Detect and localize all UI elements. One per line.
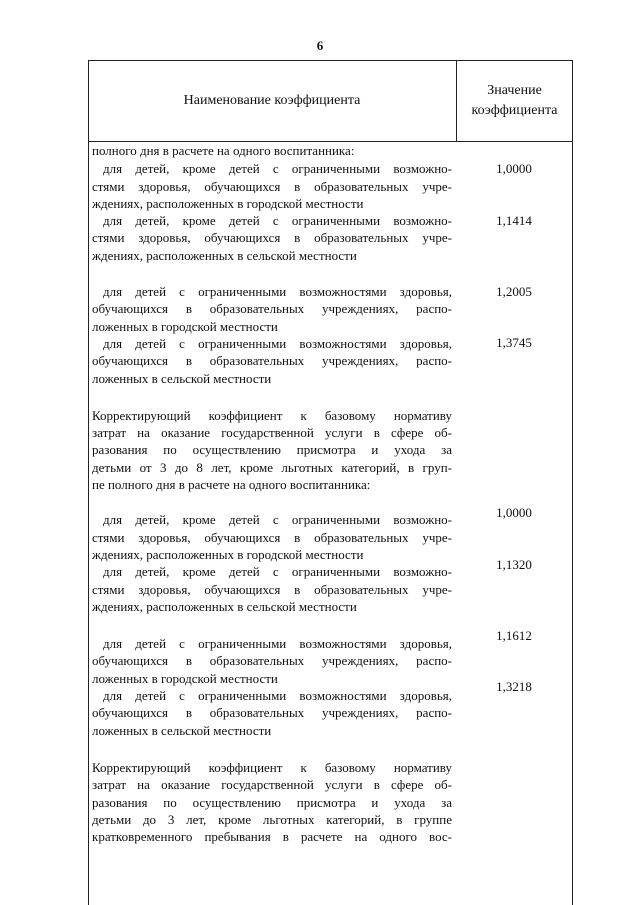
row2-line2: стями здоровья, обучающихся в образовательных учре- — [92, 230, 452, 246]
row2-value: 1,1414 — [496, 213, 532, 228]
s2-row4-value: 1,3218 — [496, 679, 532, 694]
row3-line2: обучающихся в образовательных учреждениях, распо- — [92, 301, 452, 317]
row4-value: 1,3745 — [496, 335, 532, 350]
s2-row2-value: 1,1320 — [496, 557, 532, 572]
s2-row3-line2: обучающихся в образовательных учреждениях, распо- — [92, 653, 452, 669]
s2-row1-value: 1,0000 — [496, 505, 532, 520]
s2-row3-line1: для детей с ограниченными возможностями здоровья, — [103, 636, 452, 652]
row4-line1: для детей с ограниченными возможностями здоровья, — [103, 335, 452, 351]
s2-row3-line3: ложенных в городской местности — [92, 670, 278, 686]
s2-row1-line1: для детей, кроме детей с ограниченными возможно- — [103, 512, 452, 528]
row4-line3: ложенных в сельской местности — [92, 370, 272, 386]
section3-line1: Корректирующий коэффициент к базовому нормативу — [92, 759, 452, 775]
column-header-name — [88, 60, 456, 141]
s2-row4-line2: обучающихся в образовательных учреждениях, распо- — [92, 705, 452, 721]
row3-line1: для детей с ограниченными возможностями здоровья, — [103, 284, 452, 300]
intro-line: полного дня в расчете на одного воспитанника: — [92, 143, 355, 158]
row1-value: 1,0000 — [496, 161, 532, 176]
s2-row4-line3: ложенных в сельской местности — [92, 722, 272, 738]
section3-line2: затрат на оказание государственной услуги в сфере об- — [92, 777, 452, 793]
section2-line3: разования по осуществлению присмотра и ухода за — [92, 442, 452, 458]
row2-line3: ждениях, расположенных в сельской местности — [92, 247, 357, 263]
table-body-text — [92, 142, 452, 845]
page-number: 6 — [316, 38, 324, 53]
s2-row3-value: 1,1612 — [496, 628, 532, 643]
table-border-left — [88, 60, 89, 905]
s2-row2-line3: ждениях, расположенных в сельской местности — [92, 598, 357, 614]
section2-line4: детьми от 3 до 8 лет, кроме льготных категорий, в груп- — [92, 459, 452, 475]
column-header-value-line2: коэффициента — [471, 102, 558, 118]
column-header-value-line1: Значение — [487, 82, 542, 98]
table-border-right — [572, 60, 573, 905]
s2-row4-line1: для детей с ограниченными возможностями здоровья, — [103, 688, 452, 704]
row1-line3: ждениях, расположенных в городской местности — [92, 195, 364, 211]
row1-line2: стями здоровья, обучающихся в образовательных учре- — [92, 178, 452, 194]
section2-line1: Корректирующий коэффициент к базовому нормативу — [92, 407, 452, 423]
s2-row2-line2: стями здоровья, обучающихся в образовательных учре- — [92, 581, 452, 597]
section3-line4: детьми до 3 лет, кроме льготных категорий, в группе — [92, 811, 452, 827]
section2-line5: пе полного дня в расчете на одного воспитанника: — [92, 477, 371, 493]
section2-line2: затрат на оказание государственной услуги в сфере об- — [92, 425, 452, 441]
column-header-name-label: Наименование коэффициента — [183, 92, 361, 108]
column-header-value — [457, 60, 572, 141]
row4-line2: обучающихся в образовательных учреждениях, распо- — [92, 353, 452, 369]
row1-line1: для детей, кроме детей с ограниченными возможно- — [103, 161, 452, 177]
section3-line5: кратковременного пребывания в расчете на одного вос- — [92, 829, 452, 845]
s2-row1-line2: стями здоровья, обучающихся в образовательных учре- — [92, 529, 452, 545]
row3-value: 1,2005 — [496, 284, 532, 299]
row2-line1: для детей, кроме детей с ограниченными возможно- — [103, 213, 452, 229]
row3-line3: ложенных в городской местности — [92, 318, 278, 334]
section3-line3: разования по осуществлению присмотра и ухода за — [92, 794, 452, 810]
s2-row1-line3: ждениях, расположенных в городской местности — [92, 546, 364, 562]
s2-row2-line1: для детей, кроме детей с ограниченными возможно- — [103, 564, 452, 580]
